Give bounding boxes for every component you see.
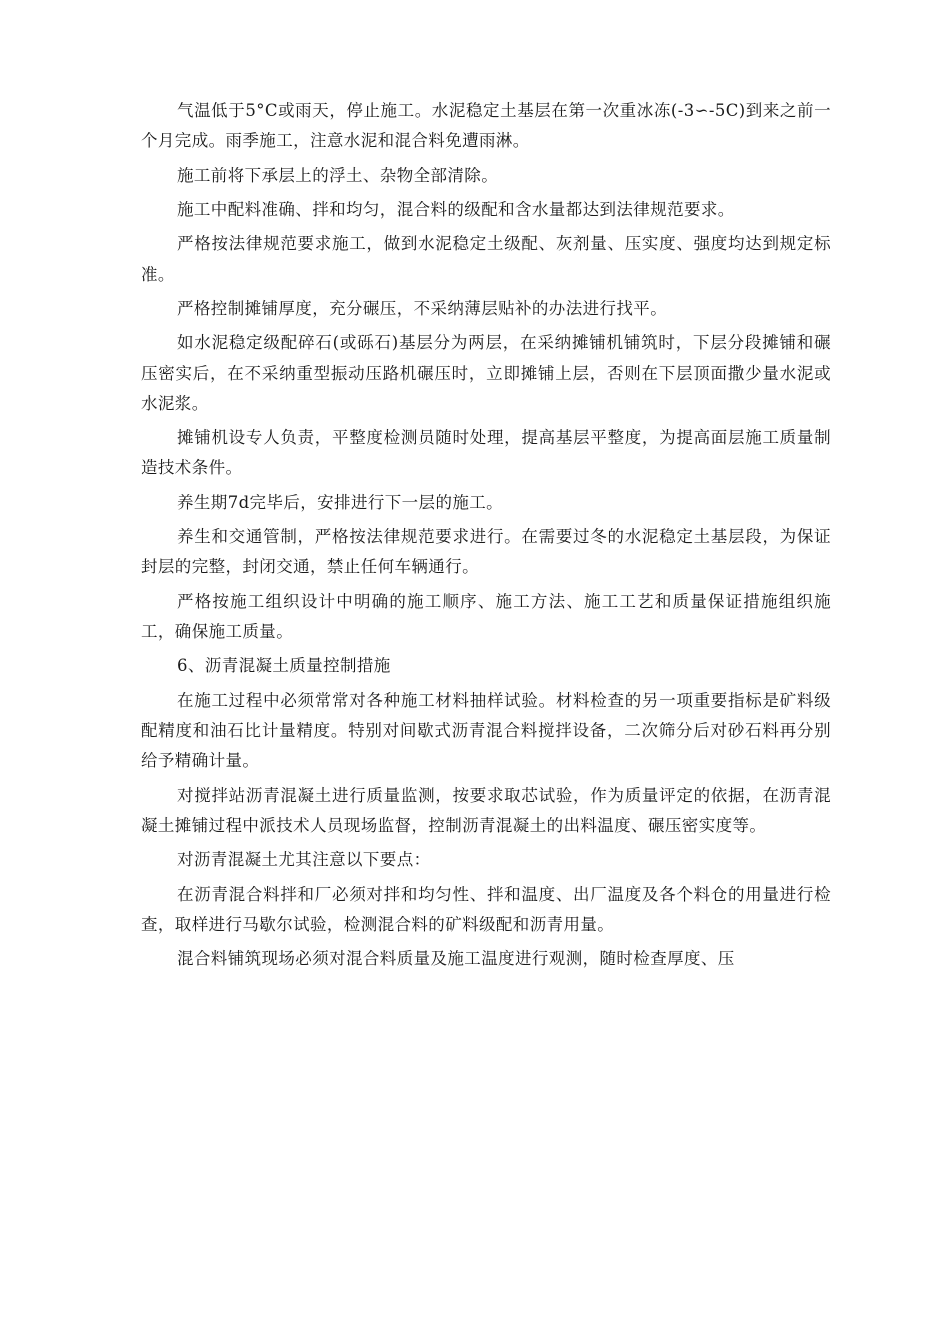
paragraph-mixing: 施工中配料准确、拌和均匀，混合料的级配和含水量都达到法律规范要求。	[177, 199, 735, 219]
paragraph-traffic-control: 养生和交通管制，严格按法律规范要求进行。在需要过冬的水泥稳定土基层段，为保证封层的完整，封闭交通，禁止任何车辆通行。	[141, 527, 831, 577]
paragraph-mixing-plant: 在沥青混合料拌和厂必须对拌和均匀性、拌和温度、出厂温度及各个料仓的用量进行检查，取样进行马歇尔试验，检测混合料的矿料级配和沥青用量。	[141, 884, 831, 934]
paragraph-two-layer-base: 如水泥稳定级配碎石(或砾石)基层分为两层，在采纳摊铺机铺筑时，下层分段摊铺和碾压密实后，在不采纳重型振动压路机碾压时，立即摊铺上层，否则在下层顶面撒少量水泥或水泥浆。	[141, 333, 831, 413]
paragraph-construction-plan: 严格按施工组织设计中明确的施工顺序、施工方法、施工工艺和质量保证措施组织施工，确保施工质量。	[141, 591, 831, 641]
paragraph-curing-period: 养生期7d完毕后，安排进行下一层的施工。	[177, 492, 504, 512]
paragraph-key-points: 对沥青混凝土尤其注意以下要点：	[177, 850, 431, 870]
paragraph-standards: 严格按法律规范要求施工，做到水泥稳定土级配、灰剂量、压实度、强度均达到规定标准。	[141, 234, 831, 284]
paragraph-paver-operator: 摊铺机设专人负责，平整度检测员随时处理，提高基层平整度，为提高面层施工质量制造技术条件。	[141, 428, 831, 478]
paragraph-clear-base: 施工前将下承层上的浮土、杂物全部清除。	[177, 165, 499, 185]
paragraph-quality-monitoring: 对搅拌站沥青混凝土进行质量监测，按要求取芯试验，作为质量评定的依据，在沥青混凝土摊铺过程中派技术人员现场监督，控制沥青混凝土的出料温度、碾压密实度等。	[141, 785, 831, 835]
paragraph-material-testing: 在施工过程中必须常常对各种施工材料抽样试验。材料检查的另一项重要指标是矿料级配精度和油石比计量精度。特别对间歇式沥青混合料搅拌设备，二次筛分后对砂石料再分别给予精确计量。	[141, 690, 831, 771]
section-heading-asphalt: 6、沥青混凝土质量控制措施	[177, 656, 391, 676]
paragraph-paving-site: 混合料铺筑现场必须对混合料质量及施工温度进行观测，随时检查厚度、压	[177, 949, 735, 969]
paragraph-temperature-limit: 气温低于5°C或雨天，停止施工。水泥稳定土基层在第一次重冰冻(-3∽-5C)到来之前一个月完成。雨季施工，注意水泥和混合料免遭雨淋。	[141, 101, 831, 151]
document-body	[141, 96, 831, 978]
paragraph-thickness-control: 严格控制摊铺厚度，充分碾压，不采纳薄层贴补的办法进行找平。	[177, 298, 668, 318]
